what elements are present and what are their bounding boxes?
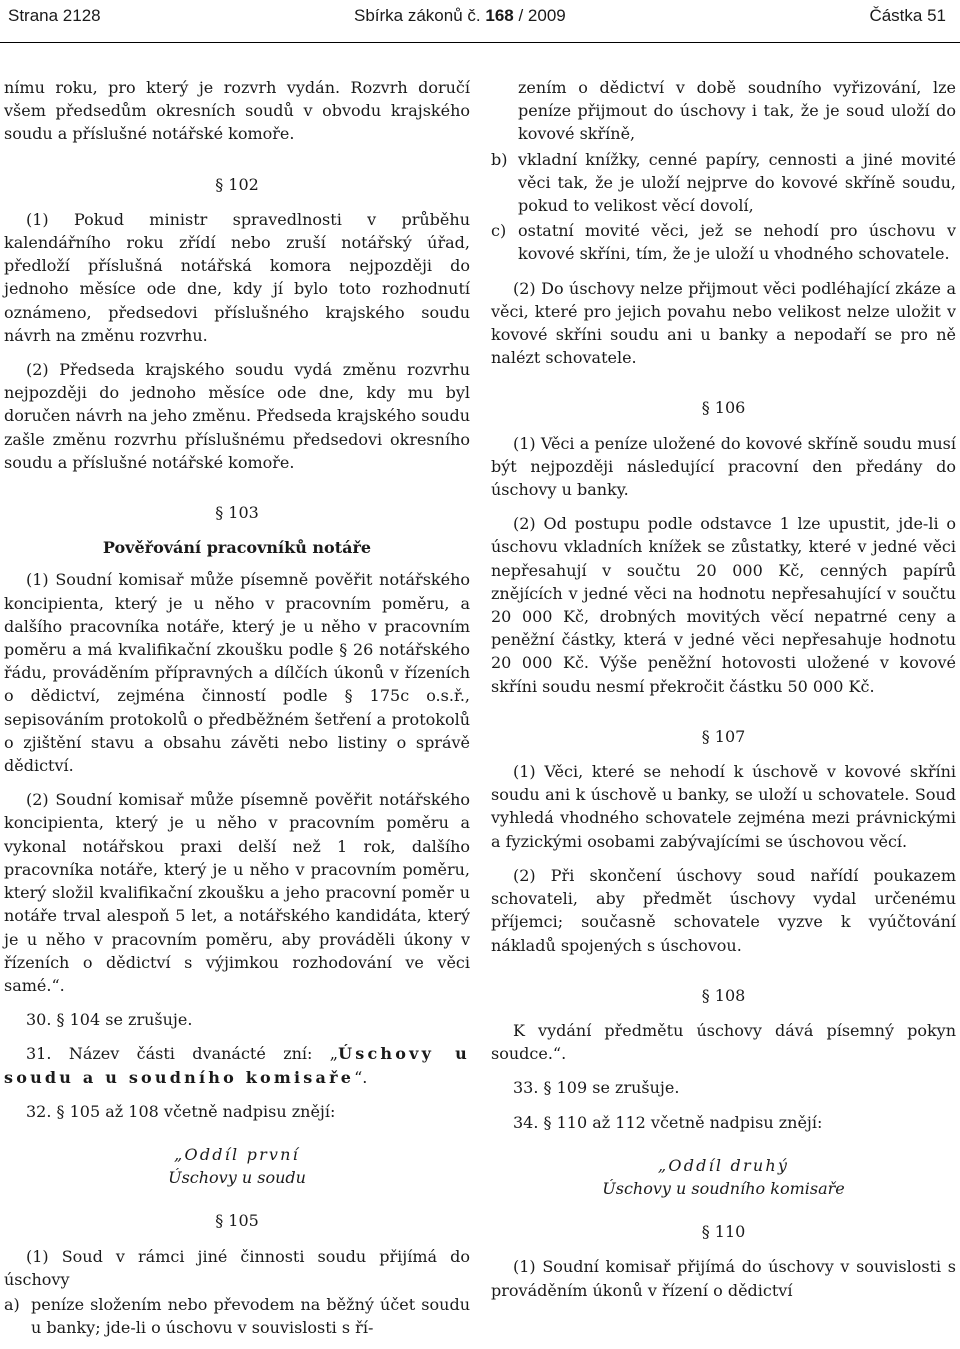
point-31 bbox=[4, 1042, 470, 1088]
header-rule bbox=[0, 42, 960, 43]
paragraph-continuation: nímu roku, pro který je rozvrh vydán. Rozvrh doručí všem předsedům okresních soudů v obvodu krajského soudu a příslušné notářské komoře. bbox=[4, 78, 470, 144]
section-heading-107: § 107 bbox=[701, 726, 746, 746]
paragraph-106-2: (2) Od postupu podle odstavce 1 lze upustit, jde-li o úschovu vkladních knížek se zůstatky, které v jedné věci nepřesahují v součtu 20 000 Kč, cenných papírů znějících v jedné věci na hodnotu nepřesahující v součtu 20 000 Kč, drobných movitých věcí nepatrné ceny a peněžní částky, která v jedné věci nepřesahuje hodnotu 20 000 Kč. Výše peněžní hotovosti uložené v kovové skříni soudu nesmí překročit částku 50 000 Kč. bbox=[491, 514, 956, 696]
section-heading-105: § 105 bbox=[215, 1211, 259, 1231]
part-number: Částka 51 bbox=[869, 6, 946, 25]
division-title-2: Úschovy u soudního komisaře bbox=[602, 1178, 845, 1198]
collection-year: / 2009 bbox=[518, 6, 566, 25]
section-heading-102: § 102 bbox=[215, 174, 259, 194]
point-33: 33. § 109 se zrušuje. bbox=[513, 1078, 680, 1098]
section-heading-108: § 108 bbox=[701, 985, 746, 1005]
section-heading-110: § 110 bbox=[701, 1222, 746, 1242]
paragraph-107-1: (1) Věci, které se nehodí k úschově v kovové skříni soudu ani k úschově u banky, se uloží u schovatele. Soud vyhledá vhodného schovatele zejména mezi právnickými a fyzickými osobami zabývajícími se úschovou věcí. bbox=[491, 762, 956, 851]
page-number: Strana 2128 bbox=[8, 6, 101, 25]
point-31-text: 31. Název části dvanácté zní: „ bbox=[26, 1044, 339, 1064]
point-31-part-title: Úschovy u soudu a u soudního komisaře bbox=[4, 1044, 471, 1087]
point-31-end: “. bbox=[354, 1067, 368, 1087]
collection-number: 168 bbox=[485, 6, 514, 25]
paragraph-105-1: (1) Soud v rámci jiné činnosti soudu přijímá do úschovy bbox=[4, 1246, 470, 1289]
right-column bbox=[491, 76, 956, 1302]
paragraph-102-1: (1) Pokud ministr spravedlnosti v průběhu kalendářního roku zřídí nebo zruší notářský úřad, předloží příslušná notářská komora nejpozději do jednoho měsíce ode dne, kdy jí bylo toto rozhodnutí oznámeno, předsedovi příslušného krajského soudu návrh na změnu rozvrhu. bbox=[4, 209, 470, 345]
division-heading-2: „Oddíl druhý bbox=[657, 1155, 790, 1175]
paragraph-103-2: (2) Soudní komisař může písemně pověřit notářského koncipienta, který je u něho v pracovním poměru a vykonal notářskou praxi delší než 1 rok, dalšího pracovníka notáře, který je u něho v pracovním poměru, který složil kvalifikační zkoušku a jeho pracovní poměr u notáře trval alespoň 5 let, a notářského kandidáta, který je u něho v pracovním poměru, aby prováděli úkony v řízeních o dědictví s výjimkou rozhodování ve věci samé.“. bbox=[4, 790, 470, 995]
list-item-a-continuation: zením o dědictví v době soudního vyřizování, lze peníze přijmout do úschovy i tak, že je soud uloží do kovové skříně, bbox=[518, 78, 956, 144]
paragraph-102-2: (2) Předseda krajského soudu vydá změnu rozvrhu nejpozději do jednoho měsíce ode dne, kdy mu byl doručen návrh na jeho změnu. Předseda krajského soudu zašle změnu rozvrhu příslušnému předsedovi okresního soudu a příslušné notářské komoře. bbox=[4, 360, 470, 472]
section-heading-106: § 106 bbox=[701, 398, 746, 418]
point-30: 30. § 104 se zrušuje. bbox=[26, 1010, 193, 1030]
page-header bbox=[0, 0, 960, 40]
left-column bbox=[4, 76, 470, 1339]
list-text-b: vkladní knížky, cenné papíry, cennosti a jiné movité věci tak, že je uloží nejprve do kovové skříně soudu, pokud to velikost věcí dovolí, bbox=[518, 149, 956, 216]
point-34: 34. § 110 až 112 včetně nadpisu znějí: bbox=[513, 1112, 823, 1132]
section-heading-103: § 103 bbox=[215, 503, 259, 523]
paragraph-108: K vydání předmětu úschovy dává písemný pokyn soudce.“. bbox=[491, 1020, 956, 1064]
list-item-a bbox=[4, 1293, 470, 1339]
point-32: 32. § 105 až 108 včetně nadpisu znějí: bbox=[26, 1101, 336, 1121]
list-label-a: a) bbox=[4, 1294, 20, 1314]
section-title-103: Pověřování pracovníků notáře bbox=[102, 538, 372, 558]
list-item-c bbox=[491, 219, 956, 265]
list-text-a: peníze složením nebo převodem na běžný účet soudu u banky; jde-li o úschovu v souvislosti s ří- bbox=[31, 1294, 470, 1338]
paragraph-103-1: (1) Soudní komisař může písemně pověřit notářského koncipienta, který je u něho v pracovním poměru, a dalšího pracovníka notáře, který je u něho v pracovním poměru a má kvalifikační zkoušku podle § 26 notářského řádu, prováděním přípravných a dílčích úkonů v řízeních o dědictví, zejména činností podle § 175c o.s.ř., sepisováním protokolů o předběžném šetření a protokolů o zjištění stavu a obsahu závěti nebo listiny o správě dědictví. bbox=[4, 570, 470, 776]
division-heading: „Oddíl první bbox=[174, 1144, 300, 1164]
list-label-b: b) bbox=[491, 149, 508, 169]
paragraph-110-1: (1) Soudní komisař přijímá do úschovy v souvislosti s prováděním úkonů v řízení o dědictví bbox=[491, 1257, 956, 1300]
division-title: Úschovy u soudu bbox=[168, 1168, 306, 1188]
paragraph-106-1: (1) Věci a peníze uložené do kovové skříně soudu musí být nejpozději následující pracovní den předány do úschovy u banky. bbox=[491, 433, 956, 500]
collection-title bbox=[354, 6, 566, 26]
collection-label: Sbírka zákonů č. bbox=[354, 6, 481, 25]
list-label-c: c) bbox=[491, 221, 507, 241]
list-text-c: ostatní movité věci, jež se nehodí pro úschovu v kovové skříni, tím, že je uloží u vhodného schovatele. bbox=[518, 221, 956, 264]
list-item-b bbox=[491, 148, 956, 218]
paragraph-107-2: (2) Při skončení úschovy soud nařídí poukazem schovateli, aby předmět úschovy vydal určenému příjemci; současně schovatele vyzve k vyúčtování nákladů spojených s úschovou. bbox=[491, 865, 956, 955]
paragraph-105-2: (2) Do úschovy nelze přijmout věci podléhající zkáze a věci, které pro jejich povahu nebo velikost nelze uložit v kovové skříni soudu ani u banky a nepodaří se pro ně nalézt schovatele. bbox=[491, 278, 956, 368]
